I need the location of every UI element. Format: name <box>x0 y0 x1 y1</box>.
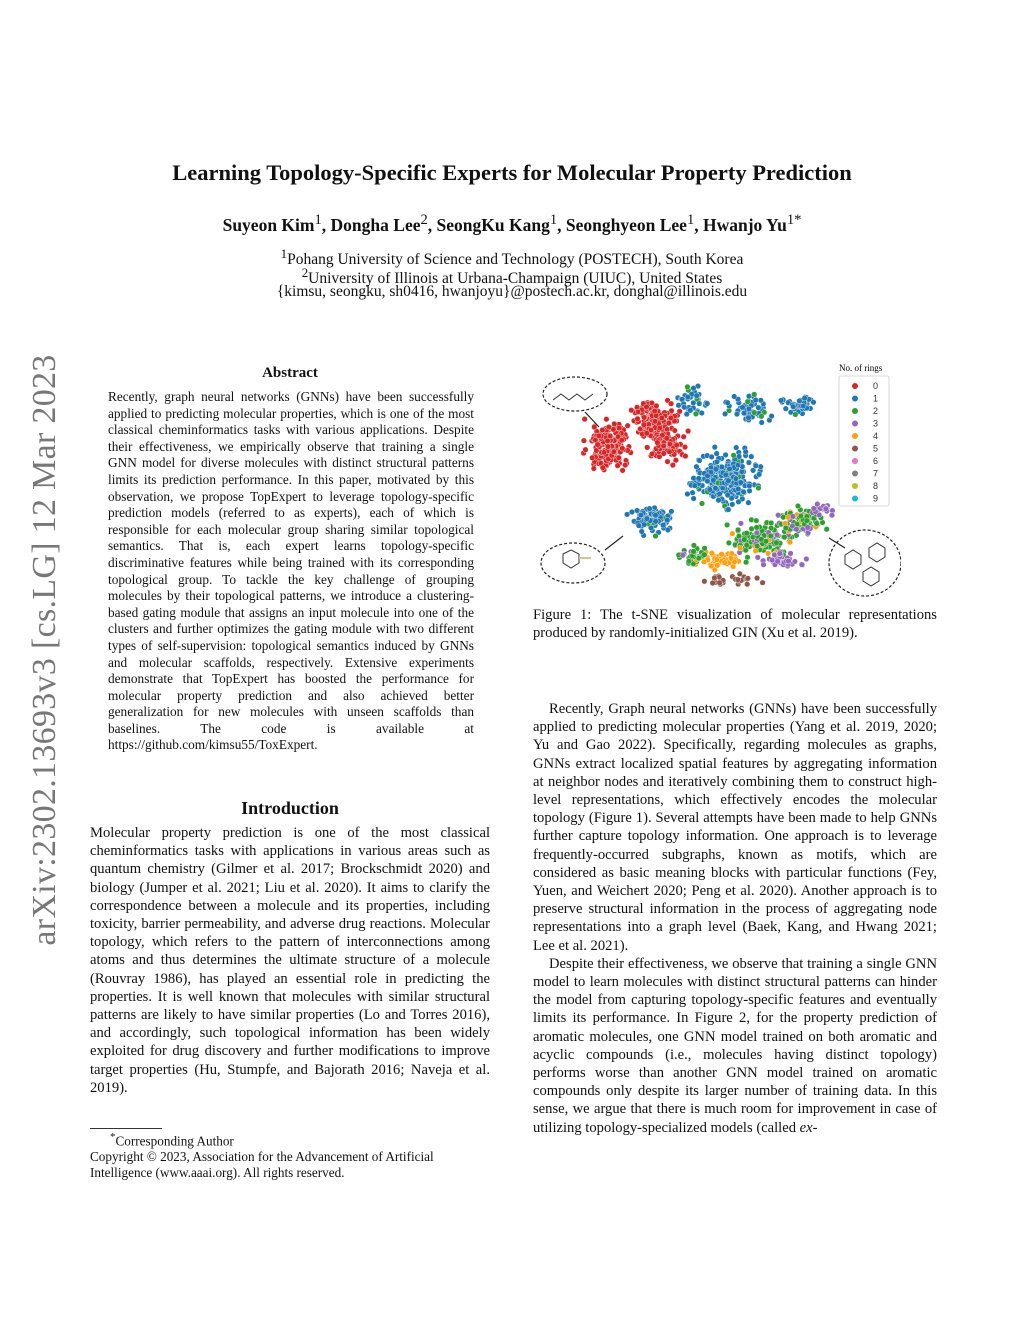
tsne-point <box>714 557 720 563</box>
tsne-point <box>747 488 753 494</box>
tsne-point <box>774 532 780 538</box>
tsne-point <box>604 416 610 422</box>
tsne-point <box>705 473 711 479</box>
tsne-point <box>758 464 764 470</box>
tsne-point <box>668 401 674 407</box>
tsne-point <box>749 517 755 523</box>
abstract-heading: Abstract <box>262 365 318 381</box>
tsne-point <box>638 512 644 518</box>
tsne-point <box>677 409 683 415</box>
tsne-point <box>790 523 796 529</box>
author-sup: 1 <box>314 212 322 228</box>
tsne-point <box>733 445 739 451</box>
author-sup: 2 <box>420 212 428 228</box>
author-name: Dongha Lee <box>330 214 421 235</box>
tsne-point <box>685 384 691 390</box>
tsne-point <box>730 531 736 537</box>
tsne-point <box>600 427 606 433</box>
tsne-point <box>699 501 705 507</box>
intro-heading: Introduction <box>241 798 339 818</box>
tsne-point <box>731 453 737 459</box>
tsne-point <box>699 410 705 416</box>
tsne-point <box>774 540 780 546</box>
tsne-point <box>681 404 687 410</box>
tsne-point <box>787 539 793 545</box>
tsne-point <box>765 551 771 557</box>
tsne-point <box>641 415 647 421</box>
tsne-point <box>726 478 732 484</box>
tsne-point <box>722 560 728 566</box>
tsne-point <box>697 458 703 464</box>
tsne-point <box>814 521 820 527</box>
tsne-point <box>595 442 601 448</box>
tsne-point <box>622 462 628 468</box>
legend-marker <box>852 383 858 389</box>
tsne-point <box>711 478 717 484</box>
tsne-point <box>716 497 722 503</box>
arxiv-sidebar <box>25 350 65 950</box>
author-sup: 1* <box>786 212 802 228</box>
tsne-point <box>755 555 761 561</box>
tsne-point <box>760 580 766 586</box>
tsne-point <box>734 411 740 417</box>
tsne-point <box>727 466 733 472</box>
tsne-point <box>772 552 778 558</box>
tsne-point <box>647 506 653 512</box>
tsne-point <box>665 517 671 523</box>
tsne-point <box>726 507 732 513</box>
author-name: SeongKu Kang <box>436 214 550 235</box>
tsne-point <box>612 421 618 427</box>
legend-label: 5 <box>873 443 879 454</box>
tsne-point <box>686 559 692 565</box>
tsne-point <box>754 518 760 524</box>
tsne-point <box>754 575 760 581</box>
body-paragraph <box>533 955 937 1137</box>
body-paragraph: Recently, Graph neural networks (GNNs) have been successfully applied to predicting molecular properties (Yang et al. 2019, 2020; Yu and Gao 2022). Specifically, regarding molecules as graphs, GNNs extract localized spatial features by aggregating information at neighbor nodes and iteratively combining them to construct high-level representations, which effectively encodes the molecular topology (Figure 1). Several attempts have been made to help GNNs further capture topology information. One approach is to leverage frequently-occurred subgraphs, known as motifs, which are considered as basic meaning blocks with particular functions (Fey, Yuen, and Weichert 2020; Peng et al. 2020). Another approach is to preserve structural information in the process of aggregating node representations into a graph level (Baek, Kang, and Hwang 2021; Lee et al. 2021). <box>533 701 937 954</box>
tsne-point <box>728 556 734 562</box>
tsne-point <box>751 392 757 398</box>
legend-label: 0 <box>873 381 879 391</box>
tsne-point <box>611 449 617 455</box>
tsne-point <box>661 451 667 457</box>
tsne-point <box>783 525 789 531</box>
tsne-point <box>736 486 742 492</box>
tsne-point <box>702 552 708 558</box>
tsne-point <box>665 527 671 533</box>
tsne-point <box>655 440 661 446</box>
tsne-point <box>733 476 739 482</box>
tsne-point <box>601 450 607 456</box>
tsne-point <box>670 462 676 468</box>
tsne-point <box>736 499 742 505</box>
tsne-point <box>802 395 808 401</box>
tsne-point <box>714 451 720 457</box>
tsne-point <box>724 522 730 528</box>
tsne-point <box>639 529 645 535</box>
tsne-point <box>600 465 606 471</box>
tsne-point <box>685 491 691 497</box>
tsne-point <box>676 403 682 409</box>
tsne-point <box>589 455 595 461</box>
tsne-point <box>713 485 719 491</box>
body-paragraph-italic: ex- <box>799 1119 818 1136</box>
tsne-point <box>652 419 658 425</box>
tsne-point <box>754 530 760 536</box>
tsne-point <box>691 385 697 391</box>
tsne-point <box>730 502 736 508</box>
tsne-point <box>753 463 759 469</box>
tsne-point <box>775 512 781 518</box>
tsne-point <box>719 464 725 470</box>
tsne-point <box>654 403 660 409</box>
tsne-point <box>644 404 650 410</box>
tsne-point <box>744 581 750 587</box>
tsne-point <box>616 425 622 431</box>
tsne-point <box>683 453 689 459</box>
tsne-point <box>829 512 835 518</box>
tsne-point <box>753 397 759 403</box>
tsne-point <box>685 428 691 434</box>
tsne-point <box>688 408 694 414</box>
tsne-point <box>709 563 715 569</box>
footnote-author: Corresponding Author <box>115 1133 234 1149</box>
tsne-point <box>738 480 744 486</box>
tsne-point <box>691 400 697 406</box>
tsne-point <box>804 518 810 524</box>
tsne-point <box>664 436 670 442</box>
figure-tsne <box>533 360 901 600</box>
tsne-point <box>735 577 741 583</box>
tsne-point <box>749 454 755 460</box>
legend-marker <box>852 483 858 489</box>
tsne-point <box>674 442 680 448</box>
tsne-point <box>696 476 702 482</box>
tsne-point <box>619 437 625 443</box>
tsne-point <box>591 466 597 472</box>
body-paragraph-text: Despite their effectiveness, we observe that training a single GNN model to learn molecules with distinct structural patterns can hinder the model from capturing topology-specific features and eventually limits its performance. In Figure 2, for the property prediction of aromatic molecules, one GNN model trained on both aromatic and acyclic compounds (i.e., molecules having distinct topology) performs worse than another GNN model trained on aromatic compounds only despite its larger number of training data. In this sense, we argue that there is much room for improvement in case of utilizing topology-specialized models (called <box>533 955 937 1136</box>
tsne-point <box>644 445 650 451</box>
legend-label: 1 <box>873 393 879 404</box>
tsne-point <box>653 519 659 525</box>
tsne-point <box>607 433 613 439</box>
tsne-point <box>714 459 720 465</box>
tsne-point <box>756 405 762 411</box>
tsne-point <box>714 563 720 569</box>
tsne-point <box>768 533 774 539</box>
author-sup: 1 <box>549 212 558 228</box>
legend-marker <box>852 396 858 402</box>
tsne-point <box>745 576 751 582</box>
tsne-point <box>719 552 725 558</box>
tsne-point <box>756 472 762 478</box>
tsne-point <box>665 459 671 465</box>
tsne-point <box>582 416 588 422</box>
tsne-point <box>704 401 710 407</box>
tsne-point <box>707 487 713 493</box>
tsne-point <box>744 542 750 548</box>
legend-marker <box>852 496 858 502</box>
legend-marker <box>852 408 858 414</box>
tsne-point <box>722 411 728 417</box>
tsne-point <box>793 412 799 418</box>
footnote-rule <box>90 1128 162 1129</box>
tsne-point <box>691 496 697 502</box>
author-emails: {kimsu, seongku, sh0416, hwanjoyu}@postech.ac.kr, donghal@illinois.edu <box>276 283 748 300</box>
tsne-point <box>756 485 762 491</box>
author-name: Seonghyeon Lee <box>565 214 687 235</box>
tsne-point <box>744 530 750 536</box>
tsne-point <box>735 527 741 533</box>
tsne-point <box>668 415 674 421</box>
tsne-point <box>769 557 775 563</box>
tsne-point <box>741 489 747 495</box>
tsne-point <box>805 525 811 531</box>
tsne-point <box>781 514 787 520</box>
tsne-point <box>747 483 753 489</box>
tsne-point <box>702 579 708 585</box>
tsne-point <box>666 420 672 426</box>
intro-paragraph: Molecular property prediction is one of the most classical cheminformatics tasks with applications in various areas such as quantum chemistry (Gilmer et al. 2017; Brockschmidt 2020) and biology (Jumper et al. 2021; Liu et al. 2020). It aims to clarify the correspondence between a molecule and its properties, including toxicity, barrier permeability, and adverse drug reactions. Molecular topology, which refers to the pattern of interconnections among atoms and thus determines the ultimate structure of a molecule (Rouvray 1986), has played an essential role in predicting the properties. It is well known that molecules with similar structural patterns are likely to have similar properties (Lo and Torres 2016), and accordingly, such topological information has been widely exploited for drug discovery and further modifications to improve target properties (Hu, Stumpfe, and Bajorath 2016; Naveja et al. 2019). <box>90 825 490 1096</box>
tsne-point <box>635 416 641 422</box>
tsne-point <box>735 462 741 468</box>
callout-arrow <box>605 536 623 550</box>
tsne-point <box>782 534 788 540</box>
tsne-point <box>696 401 702 407</box>
tsne-point <box>759 420 765 426</box>
tsne-point <box>823 506 829 512</box>
legend-marker <box>852 471 858 477</box>
legend-label: 9 <box>873 493 879 504</box>
tsne-point <box>605 438 611 444</box>
legend-label: 7 <box>873 468 879 479</box>
tsne-point <box>581 438 587 444</box>
tsne-point <box>620 446 626 452</box>
tsne-point <box>669 509 675 515</box>
right-column-text <box>533 700 937 1137</box>
tsne-point <box>799 562 805 568</box>
tsne-point <box>811 506 817 512</box>
tsne-point <box>605 444 611 450</box>
tsne-point <box>758 398 764 404</box>
tsne-point <box>682 444 688 450</box>
tsne-point <box>746 415 752 421</box>
tsne-point <box>746 500 752 506</box>
tsne-point <box>681 434 687 440</box>
tsne-point <box>701 559 707 565</box>
tsne-point <box>712 444 718 450</box>
tsne-point <box>769 413 775 419</box>
legend-marker <box>852 421 858 427</box>
tsne-point <box>642 522 648 528</box>
tsne-point <box>749 526 755 532</box>
tsne-point <box>717 580 723 586</box>
legend-label: 4 <box>873 431 879 441</box>
tsne-point <box>743 449 749 455</box>
tsne-point <box>652 408 658 414</box>
tsne-point <box>635 409 641 415</box>
abstract-paragraph: Recently, graph neural networks (GNNs) have been successfully applied to predicting molecular properties, which is one of the most classical cheminformatics tasks with various applications. Despite their effectiveness, we empirically observe that training a single GNN model for diverse molecules with distinct structural patterns limits its prediction performance. In this paper, motivated by this observation, we propose TopExpert to leverage topology-specific prediction models (referred to as experts), each of which is responsible for each molecular group sharing similar topological semantics. That is, each expert learns topology-specific discriminative features while being trained with its corresponding topological group. To tackle the key challenge of grouping molecules by their topological patterns, we introduce a clustering-based gating module that assigns an input molecule into one of the clusters and further optimizes the gating module with two different types of self-supervision: topological semantics induced by GNNs and molecular scaffolds, respectively. Extensive experiments demonstrate that TopExpert has boosted the performance for molecular property prediction and also achieved better generalization for new molecules with unseen scaffolds than baselines. The code is available at https://github.com/kimsu55/ToxExpert. <box>108 389 474 753</box>
legend-label: 3 <box>873 418 879 429</box>
author-name: Hwanjo Yu <box>703 214 787 235</box>
tsne-point <box>694 393 700 399</box>
tsne-point <box>657 425 663 431</box>
tsne-point <box>624 512 630 518</box>
tsne-point <box>797 398 803 404</box>
tsne-point <box>743 547 749 553</box>
tsne-point <box>641 422 647 428</box>
author-name: Suyeon Kim <box>222 214 315 235</box>
tsne-point <box>667 449 673 455</box>
tsne-point <box>615 463 621 469</box>
tsne-point <box>709 454 715 460</box>
tsne-point <box>691 549 697 555</box>
tsne-point <box>725 400 731 406</box>
tsne-point <box>738 521 744 527</box>
arxiv-id: arXiv:2302.13693v3 [cs.LG] 12 Mar 2023 <box>26 354 63 946</box>
tsne-point <box>792 559 798 565</box>
affiliation-text: University of Illinois at Urbana-Champaign (UIUC), United States <box>308 270 723 288</box>
corresponding-author-note <box>90 1130 490 1149</box>
paper-title: Learning Topology-Specific Experts for Molecular Property Prediction <box>172 160 852 185</box>
legend-title: No. of rings <box>839 363 883 373</box>
tsne-point <box>723 472 729 478</box>
copyright-notice: Copyright © 2023, Association for the Advancement of Artificial Intelligence (www.aaai.org). All rights reserved. <box>90 1149 434 1180</box>
tsne-point <box>705 478 711 484</box>
tsne-point <box>741 410 747 416</box>
tsne-point <box>672 428 678 434</box>
legend-label: 2 <box>873 406 879 416</box>
tsne-point <box>791 404 797 410</box>
tsne-point <box>696 555 702 561</box>
legend-marker <box>852 458 858 464</box>
affiliation-sup: 1 <box>280 246 288 261</box>
tsne-point <box>713 467 719 473</box>
tsne-point <box>743 559 749 565</box>
tsne-point <box>685 394 691 400</box>
tsne-point <box>629 407 635 413</box>
tsne-point <box>731 394 737 400</box>
tsne-point <box>634 508 640 514</box>
tsne-point <box>709 550 715 556</box>
affiliation-text: Pohang University of Science and Technology (POSTECH), South Korea <box>287 251 744 269</box>
abstract-text <box>108 389 474 754</box>
tsne-point <box>649 451 655 457</box>
tsne-point <box>786 558 792 564</box>
tsne-point <box>625 423 631 429</box>
tsne-point <box>742 537 748 543</box>
callout-acyclic <box>543 377 607 411</box>
affiliation-sup: 2 <box>301 265 309 280</box>
tsne-point <box>653 512 659 518</box>
figure-caption: Figure 1: The t-SNE visualization of molecular representations produced by randomly-initialized GIN (Xu et al. 2019). <box>533 607 937 642</box>
tsne-point <box>644 431 650 437</box>
tsne-point <box>691 543 697 549</box>
tsne-point <box>824 526 830 532</box>
tsne-point <box>616 455 622 461</box>
tsne-point <box>754 543 760 549</box>
tsne-point <box>667 441 673 447</box>
legend-label: 6 <box>873 456 879 466</box>
tsne-point <box>693 411 699 417</box>
tsne-point <box>644 516 650 522</box>
tsne-point <box>737 545 743 551</box>
tsne-points <box>581 383 835 587</box>
tsne-point <box>761 562 767 568</box>
tsne-point <box>763 539 769 545</box>
tsne-point <box>736 533 742 539</box>
tsne-point <box>746 460 752 466</box>
footnote <box>90 1130 490 1181</box>
tsne-point <box>778 398 784 404</box>
tsne-point <box>673 457 679 463</box>
tsne-point <box>790 514 796 520</box>
tsne-point <box>768 520 774 526</box>
intro-text <box>90 824 490 1097</box>
tsne-point <box>690 490 696 496</box>
legend-box <box>839 376 889 506</box>
footnote-sup: * <box>110 1131 116 1143</box>
tsne-point <box>795 503 801 509</box>
tsne-point <box>746 406 752 412</box>
tsne-point <box>737 571 743 577</box>
tsne-point <box>798 513 804 519</box>
tsne-point <box>661 443 667 449</box>
tsne-point <box>659 415 665 421</box>
author-list: Suyeon Kim$^1$, Dongha Lee$^2$, SeongKu Kang$^1$, Seonghyeon Lee$^1$, Hwanjo $Yu^{1*}$ <box>222 212 802 235</box>
tsne-point <box>606 424 612 430</box>
tsne-point <box>636 523 642 529</box>
tsne-point <box>725 492 731 498</box>
tsne-point <box>692 483 698 489</box>
tsne-point <box>592 424 598 430</box>
tsne-point <box>660 522 666 528</box>
tsne-point <box>777 551 783 557</box>
tsne-point <box>694 464 700 470</box>
legend-marker <box>852 446 858 452</box>
tsne-point <box>710 580 716 586</box>
tsne-point <box>726 540 732 546</box>
tsne-point <box>583 447 589 453</box>
author-sup: 1 <box>686 212 695 228</box>
tsne-point <box>783 406 789 412</box>
callout-aromatic <box>541 543 605 583</box>
legend-label: 8 <box>873 481 879 491</box>
tsne-plot <box>533 360 901 600</box>
tsne-point <box>752 410 758 416</box>
tsne-point <box>759 413 765 419</box>
tsne-point <box>740 405 746 411</box>
tsne-point <box>680 553 686 559</box>
legend-marker <box>852 433 858 439</box>
tsne-point <box>620 468 626 474</box>
callout-polycyclic <box>829 530 901 596</box>
tsne-point <box>775 559 781 565</box>
tsne-point <box>754 525 760 531</box>
tsne-point <box>739 469 745 475</box>
tsne-point <box>712 575 718 581</box>
tsne-point <box>804 556 810 562</box>
tsne-point <box>800 403 806 409</box>
tsne-point <box>691 475 697 481</box>
tsne-point <box>653 533 659 539</box>
